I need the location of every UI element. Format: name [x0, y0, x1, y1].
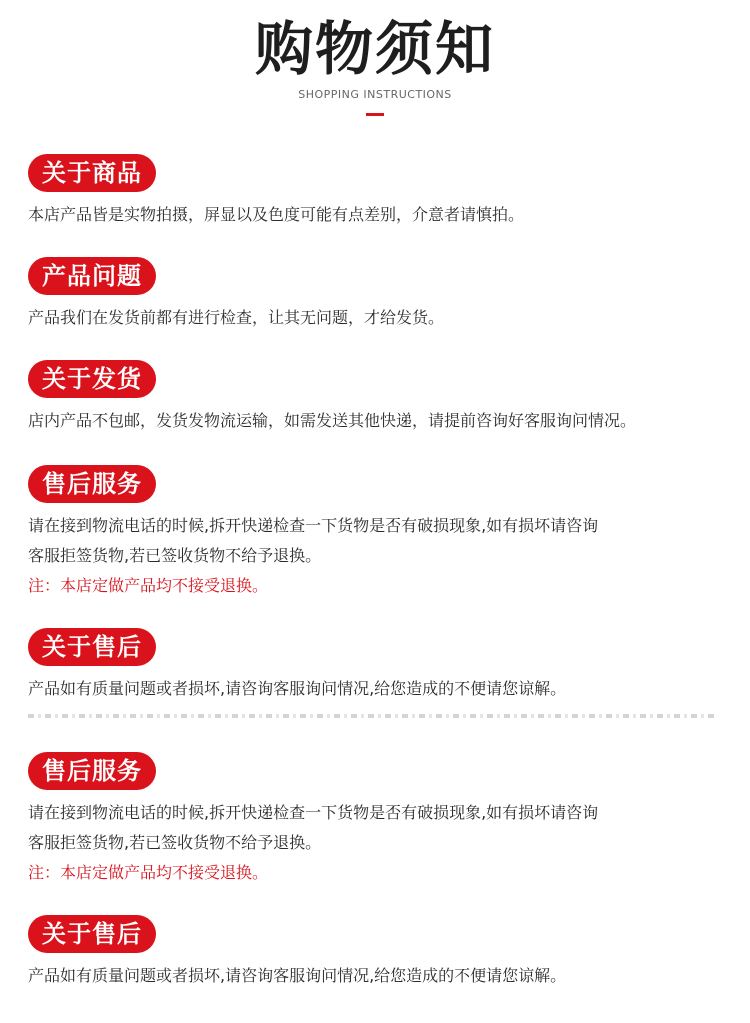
page-title: 购物须知: [254, 15, 495, 83]
cropped-text-strip: [28, 714, 718, 718]
section-text: 请在接到物流电话的时候,拆开快递检查一下货物是否有破损现象,如有损坏请咨询: [28, 516, 599, 535]
section-about-after-sales-2: [28, 915, 728, 991]
section-after-sales-service-2: [28, 752, 728, 888]
section-badge: 售后服务: [28, 752, 156, 790]
section-about-products: [28, 154, 728, 230]
section-body: [28, 406, 728, 436]
section-note: 注：本店定做产品均不接受退换。: [28, 576, 269, 595]
section-body: [28, 200, 728, 230]
section-badge: 关于发货: [28, 360, 156, 398]
section-text: 本店产品皆是实物拍摄，屏显以及色度可能有点差别，介意者请慎拍。: [28, 205, 525, 224]
section-about-shipping: [28, 360, 728, 436]
section-body: [28, 798, 728, 888]
section-badge: 关于商品: [28, 154, 156, 192]
section-about-after-sales: [28, 628, 728, 704]
section-after-sales-service: [28, 465, 728, 601]
section-text: 产品如有质量问题或者损坏,请咨询客服询问情况,给您造成的不便请您谅解。: [28, 679, 567, 698]
section-badge: 关于售后: [28, 915, 156, 953]
section-body: [28, 674, 728, 704]
section-text: 产品如有质量问题或者损坏,请咨询客服询问情况,给您造成的不便请您谅解。: [28, 966, 567, 985]
section-body: [28, 961, 728, 991]
section-text: 客服拒签货物,若已签收货物不给予退换。: [28, 546, 322, 565]
section-text: 客服拒签货物,若已签收货物不给予退换。: [28, 833, 322, 852]
section-text: 请在接到物流电话的时候,拆开快递检查一下货物是否有破损现象,如有损坏请咨询: [28, 803, 599, 822]
page-header: [0, 0, 750, 130]
section-body: [28, 303, 728, 333]
section-body: [28, 511, 728, 601]
section-text: 店内产品不包邮，发货发物流运输，如需发送其他快递，请提前咨询好客服询问情况。: [28, 411, 637, 430]
section-note: 注：本店定做产品均不接受退换。: [28, 863, 269, 882]
page-subtitle: SHOPPING INSTRUCTIONS: [298, 88, 452, 101]
section-badge: 售后服务: [28, 465, 156, 503]
title-accent-bar: [366, 113, 384, 116]
section-badge: 关于售后: [28, 628, 156, 666]
section-text: 产品我们在发货前都有进行检查，让其无问题，才给发货。: [28, 308, 445, 327]
section-product-issues: [28, 257, 728, 333]
section-badge: 产品问题: [28, 257, 156, 295]
